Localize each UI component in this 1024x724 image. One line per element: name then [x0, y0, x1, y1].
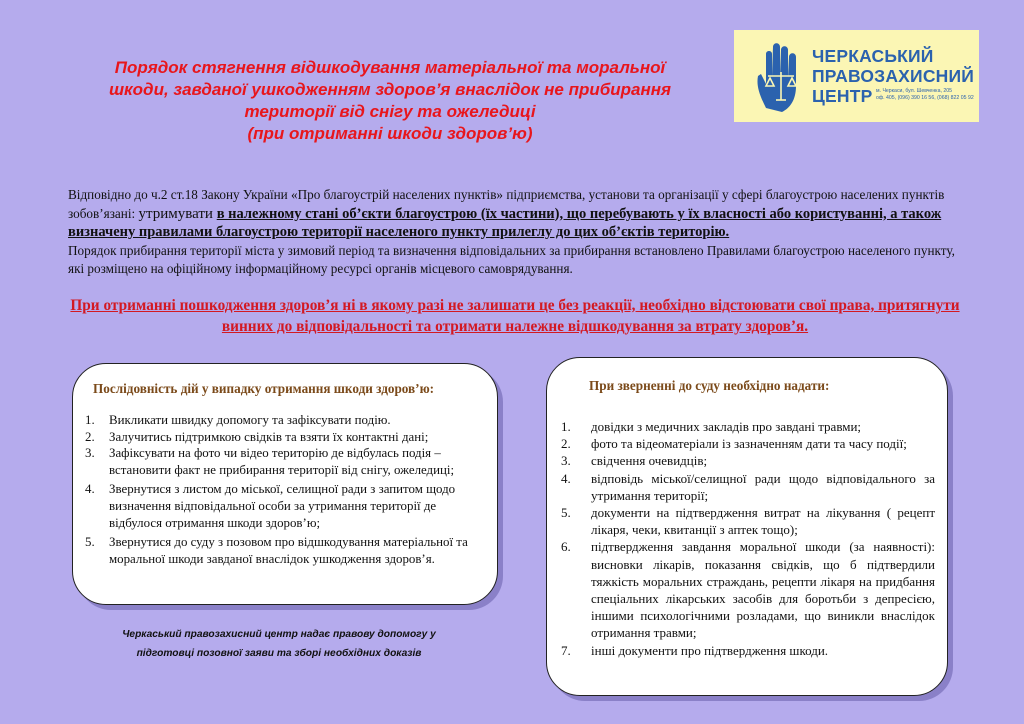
title-line-2: шкоди, завданої ушкодженням здоров’я внаслідок не прибирання [108, 80, 672, 99]
legal-aid-note [94, 625, 464, 663]
list-item-text: документи на підтвердження витрат на лікування ( рецепт лікаря, чеки, квитанції з аптек тощо); [591, 505, 935, 538]
list-item-text: Зафіксувати на фото чи відео територію де відбулась подія – встановити факт не прибирання території від снігу, ожеледиці; [109, 446, 455, 477]
logo-line-1: ЧЕРКАСЬКИЙ [812, 46, 934, 66]
list-item [561, 470, 935, 504]
logo-address-line-1: м. Черкаси, бул. Шевченка, 205 [876, 88, 952, 94]
intro-obligation-emphasis: в належному стані об’єкти благоустрою (їх частини), що перебувають у їх власності або користуванні, а також визначену правилами благоустрою території населеного пункту прилеглу до цих об’єктів територію. [68, 205, 942, 240]
intro-paragraph-2: Порядок прибирання території міста у зимовий період та визначення відповідальних за прибирання встановлено Правилами благоустрою населеного пункту, які розміщено на офіційному інформаційному ресурсі органів місцевого самоврядування. [68, 242, 955, 276]
list-item-number: 3. [561, 453, 571, 469]
list-item-text: Залучитись підтримкою свідків та взяти їх контактні дані; [109, 429, 429, 444]
list-item-number: 5. [85, 535, 95, 550]
legal-aid-note-line-2: підготовці позовної заяви та зборі необхідних доказів [136, 648, 422, 659]
list-item-number: 4. [85, 482, 95, 497]
warning-callout: При отриманні пошкодження здоров’я ні в якому разі не залишати це без реакції, необхідно відстоювати свої права, притягнути винних до відповідальності та отримати належне відшкодування за втрату здоров’я. [70, 297, 960, 335]
document-title [40, 57, 740, 145]
documents-box-title: При зверненні до суду необхідно надати: [589, 378, 830, 393]
list-item [561, 504, 935, 538]
list-item-number: 5. [561, 505, 571, 521]
list-item-text: відповідь міської/селищної ради щодо відповідального за утримання території; [591, 470, 935, 503]
list-item-number: 3. [85, 446, 95, 461]
hand-with-scales-icon [752, 38, 808, 116]
intro-text [68, 186, 958, 279]
list-item-number: 6. [561, 539, 571, 555]
list-item-number: 2. [561, 436, 571, 452]
list-item-text: свідчення очевидців; [591, 453, 708, 469]
list-item [85, 481, 485, 531]
actions-sequence-box [72, 363, 498, 605]
intro-law-reference: Відповідно до ч.2 ст.18 Закону України «Про благоустрій населених пунктів» підприємства, установи та організації у сфері благоустрою населених пунктів зобов’язані: [68, 187, 945, 221]
intro-paragraph-1 [68, 186, 958, 242]
list-item [561, 642, 935, 659]
list-item-text: Звернутися до суду з позовом про відшкодування матеріальної та моральної шкоди завданої внаслідок ушкодження здоров’я. [109, 535, 468, 566]
list-item-text: Викликати швидку допомогу та зафіксувати подію. [109, 413, 391, 427]
list-item [561, 452, 935, 469]
title-line-4: (при отриманні шкоди здоров’ю) [247, 124, 533, 143]
legal-aid-note-line-1: Черкаський правозахисний центр надає правову допомогу у [122, 629, 436, 640]
actions-box-title: Послідовність дій у випадку отримання шкоди здоров’ю: [93, 381, 435, 396]
court-documents-box [546, 357, 948, 696]
intro-obligation-word: утримувати [138, 205, 217, 222]
actions-list [85, 412, 485, 567]
list-item-number: 4. [561, 470, 571, 486]
list-item-text: фото та відеоматеріали із зазначенням дати та часу події; [591, 436, 907, 452]
logo-line-3: ЦЕНТР [812, 86, 873, 106]
list-item [561, 418, 935, 435]
list-item-text: підтвердження завдання моральної шкоди (за наявності): висновки лікарів, показання свідків, що б підтвердили тяжкість моральних страждань, рецепти лікаря на придбання спеціальних лікарських засобів для боротьби з депресією, іншими психологічними розладами, що виникли внаслідок отримання травми; [591, 539, 935, 641]
list-item [85, 429, 485, 446]
list-item-number: 1. [561, 419, 571, 434]
list-item [561, 538, 935, 641]
list-item-text: довідки з медичних закладів про завдані травми; [591, 419, 862, 434]
list-item [85, 534, 485, 567]
title-line-3: території від снігу та ожеледиці [244, 102, 536, 121]
organization-logo [734, 30, 979, 122]
list-item-text: Звернутися з листом до міської, селищної ради з запитом щодо визначення відповідальної особи за утримання території де відбулося отримання шкоди здоров’ю; [109, 482, 456, 530]
list-item-number: 2. [85, 429, 95, 444]
logo-address [876, 88, 974, 102]
list-item-text: інші документи про підтвердження шкоди. [591, 642, 829, 658]
list-item [85, 412, 485, 429]
title-line-1: Порядок стягнення відшкодування матеріальної та моральної [114, 58, 666, 77]
list-item [85, 445, 485, 478]
logo-address-line-2: оф. 405, (096) 390 16 56, (068) 822 05 92 [876, 95, 974, 101]
list-item-number: 7. [561, 642, 571, 658]
logo-line-2: ПРАВОЗАХИСНИЙ [812, 66, 975, 86]
documents-list [561, 418, 935, 659]
list-item-number: 1. [85, 413, 95, 427]
list-item [561, 435, 935, 452]
